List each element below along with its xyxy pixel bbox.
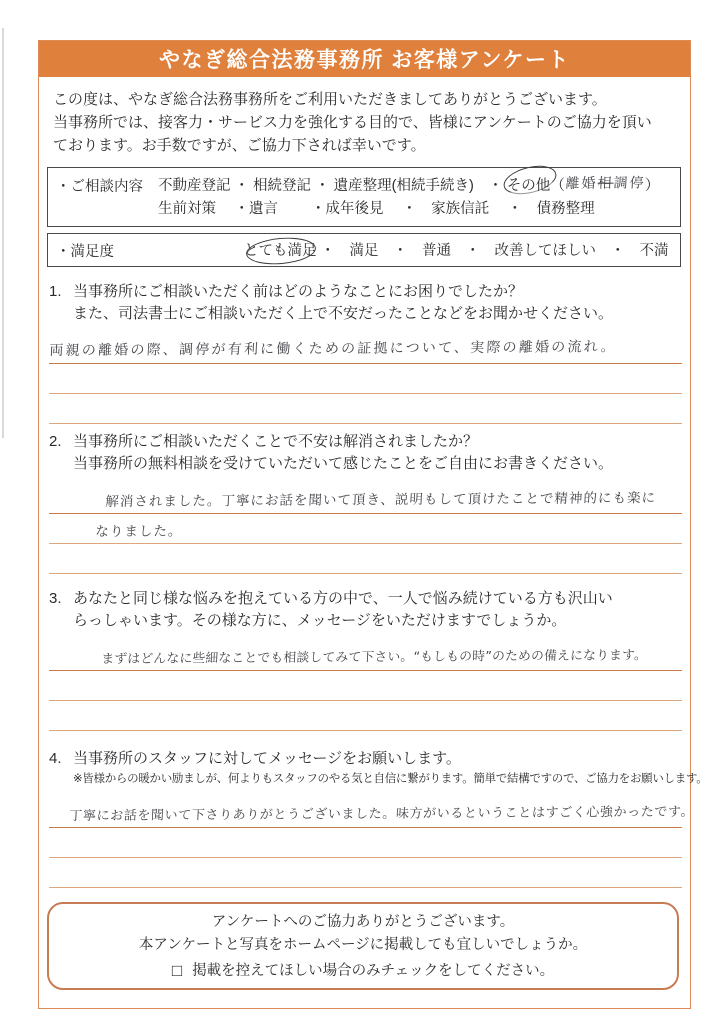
answer-line (49, 798, 695, 828)
paren-open: （ (550, 178, 565, 194)
question-text: 当事務所にご相談いただく前はどのようなことにお困りでしたか？ (73, 283, 524, 300)
question-text: らっしゃいます。その様な方に、メッセージをいただけますでしょうか。 (73, 612, 567, 629)
handwritten-text: 調停 (613, 175, 646, 192)
paren-close: ） (644, 178, 660, 194)
other-option-label: その他 (506, 178, 551, 194)
handwritten-answer: 両親の離婚の際、調停が有利に働くための証拠について、実際の離婚の流れ。 (49, 339, 618, 360)
question-3 (49, 588, 682, 731)
answer-line (49, 544, 682, 574)
question-text: 当事務所の無料相談を受けていただいて感じたことをご自由にお書きください。 (73, 455, 614, 472)
handwritten-answer: なりました。 (95, 523, 183, 540)
answer-line (49, 334, 682, 364)
answer-area (49, 334, 682, 424)
answer-line (49, 484, 682, 514)
answer-line (49, 858, 682, 888)
other-option (507, 175, 551, 198)
handwritten-answer: まずはどんなに些細なことでも相談してみて下さい。“もしもの時”のための備えになります。 (101, 648, 648, 667)
satisfaction-box (47, 233, 681, 267)
handwritten-answer: 解消されました。丁寧にお話を聞いて頂き、説明もして頂けたことで精神的にも楽に (105, 490, 657, 510)
checkbox-label: 掲載を控えてほしい場合のみチェックをしてください。 (192, 962, 555, 979)
answer-line (49, 364, 682, 394)
answer-line (49, 671, 682, 701)
consultation-options-row-1 (158, 175, 674, 198)
survey-form (38, 40, 708, 1009)
question-number: 1. (49, 283, 62, 300)
handwritten-answer: 丁寧にお話を聞いて下さりありがとうございました。味方がいるということはすごく心強かったです。 (69, 804, 695, 824)
question-4 (49, 748, 708, 888)
question-number: 2. (49, 433, 62, 450)
answer-line (49, 701, 682, 731)
intro-line: ております。お手数ですが、ご協力下されば幸いです。 (53, 137, 426, 154)
header-band (39, 41, 690, 77)
question-text: あなたと同じ様な悩みを抱えている方の中で、一人で悩み続けている方も沢山い (73, 590, 613, 607)
question-text: 当事務所のスタッフに対してメッセージをお願いします。 (73, 750, 461, 767)
intro-line: 当事務所では、接客力・サービス力を強化する目的で、皆様にアンケートのご協力を頂い (53, 114, 652, 131)
satisfaction-label: ・満足度 (56, 244, 114, 260)
question-text: また、司法書士にご相談いただく上で不安だったことなどをお聞かせください。 (73, 305, 614, 322)
checkbox-icon: □ (171, 960, 183, 980)
question-note: ※皆様からの暖かい励ましが、何よりもスタッフのやる気と自信に繋がります。簡単で結構ですので、ご協力をお願いします。 (73, 773, 708, 785)
intro-line: この度は、やなぎ総合法務事務所をご利用いただきましてありがとうございます。 (53, 91, 607, 108)
question-text: 当事務所にご相談いただくことで不安は解消されましたか？ (73, 433, 479, 450)
consultation-options: 不動産登記 ・ 相続登記 ・ 遺産整理(相続手続き) ・ (158, 178, 507, 194)
consent-checkbox-row (172, 961, 554, 981)
satisfaction-options: ・ 満足 ・ 普通 ・ 改善してほしい ・ 不満 (316, 243, 669, 259)
consent-question-text: 本アンケートと写真をホームページに掲載しても宜しいでしょうか。 (138, 936, 588, 953)
intro-paragraph (53, 88, 682, 157)
handwritten-struck-text: 相 (597, 175, 614, 192)
question-1 (49, 281, 682, 424)
form-title: やなぎ総合法務事務所 お客様アンケート (158, 48, 571, 73)
consent-thanks-text: アンケートへのご協力ありがとうございます。 (211, 913, 515, 930)
handwritten-text: 離婚 (564, 175, 598, 193)
selected-satisfaction-option (244, 240, 317, 263)
handwritten-other-topic (565, 172, 646, 196)
answer-area (49, 641, 682, 731)
satisfaction-options-row (158, 240, 674, 263)
consent-box (47, 902, 679, 990)
consultation-options-row-2: 生前対策 ・遺言 ・成年後見 ・ 家族信託 ・ 債務整理 (158, 201, 595, 217)
consultation-topic-box (47, 167, 681, 227)
question-number: 4. (49, 750, 62, 767)
question-2 (49, 431, 682, 574)
scan-artifact-line (2, 28, 4, 438)
question-number: 3. (49, 590, 62, 607)
answer-area (49, 798, 695, 888)
answer-line (49, 514, 682, 544)
answer-area (49, 484, 682, 574)
answer-line (49, 394, 682, 424)
answer-line (49, 641, 682, 671)
consultation-topic-label: ・ご相談内容 (56, 179, 143, 195)
answer-line (49, 828, 682, 858)
satisfaction-option-label: とても満足 (244, 243, 317, 259)
